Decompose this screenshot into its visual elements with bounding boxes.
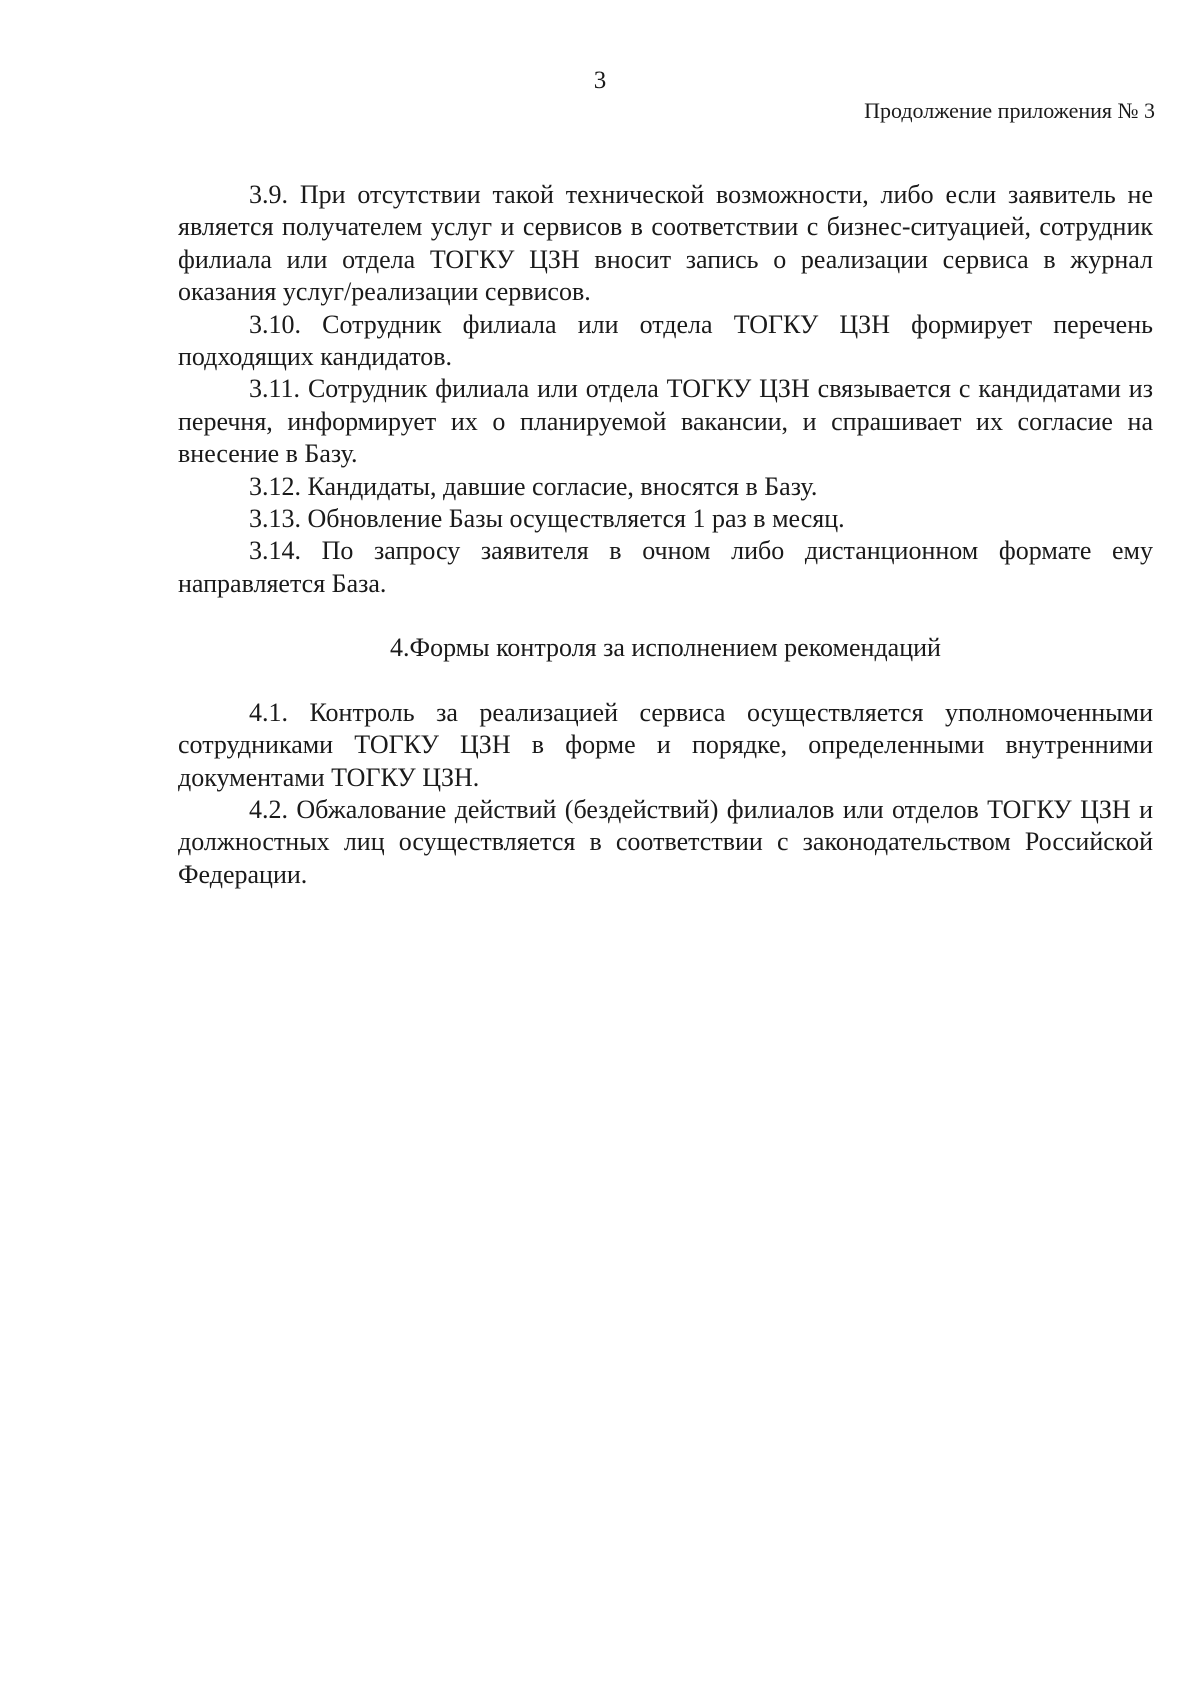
paragraph-3-9: 3.9. При отсутствии такой технической возможности, либо если заявитель не является получателем услуг и сервисов в соответствии с бизнес-ситуацией, сотрудник филиала или отдела ТОГКУ ЦЗН вносит запись о реализации сервиса в журнал оказания услуг/реализации сервисов.: [178, 180, 1153, 307]
paragraph-4-2: 4.2. Обжалование действий (бездействий) филиалов или отделов ТОГКУ ЦЗН и должностных лиц осуществляется в соответствии с законодательством Российской Федерации.: [178, 794, 1153, 889]
paragraph-3-11: 3.11. Сотрудник филиала или отдела ТОГКУ ЦЗН связывается с кандидатами из перечня, информирует их о планируемой вакансии, и спрашивает их согласие на внесение в Базу.: [178, 374, 1153, 469]
document-body: [178, 179, 1153, 891]
paragraph-3-10: 3.10. Сотрудник филиала или отдела ТОГКУ ЦЗН формирует перечень подходящих кандидатов.: [178, 309, 1153, 372]
page-number: 3: [593, 67, 607, 94]
paragraph-3-14: 3.14. По запросу заявителя в очном либо дистанционном формате ему направляется База.: [178, 536, 1153, 598]
section-4-heading: 4.Формы контроля за исполнением рекомендаций: [390, 633, 941, 663]
continuation-note: Продолжение приложения № 3: [864, 98, 1155, 123]
paragraph-4-1: 4.1. Контроль за реализацией сервиса осуществляется уполномоченными сотрудниками ТОГКУ ЦЗН в форме и порядке, определенными внутренними документами ТОГКУ ЦЗН.: [178, 697, 1153, 792]
paragraph-3-13: 3.13. Обновление Базы осуществляется 1 раз в месяц.: [249, 504, 845, 534]
paragraph-3-12: 3.12. Кандидаты, давшие согласие, вносятся в Базу.: [249, 471, 818, 501]
